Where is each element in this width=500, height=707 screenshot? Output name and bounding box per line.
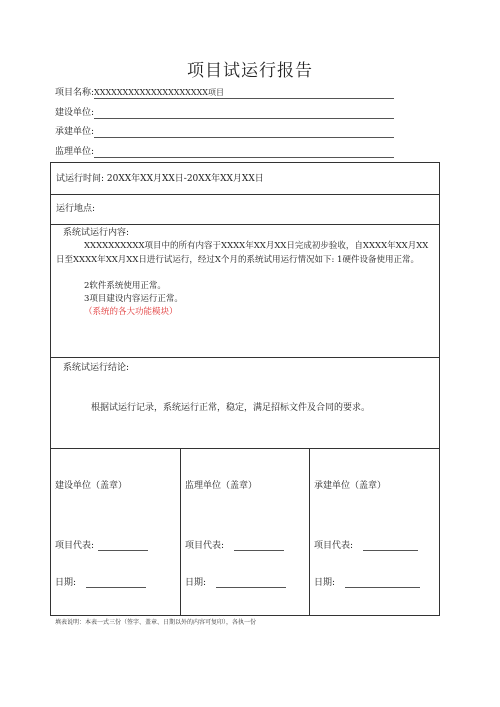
sig-unit-label: 建设单位（盖章）: [55, 481, 128, 491]
signature-col-construction: [51, 448, 181, 615]
sig-date-line[interactable]: [86, 578, 146, 588]
conclusion-text: 根据试运行记录，系统运行正常，稳定，满足招标文件及合同的要求。: [91, 403, 371, 413]
construction-unit-value[interactable]: [94, 108, 394, 119]
document-title: 项目试运行报告: [187, 61, 313, 81]
content-item-2: 2软件系统使用正常。: [84, 281, 166, 291]
sig-date-line[interactable]: [345, 578, 420, 588]
project-name-field: [55, 88, 394, 99]
conclusion-section: [50, 357, 440, 449]
field-label: 建设单位:: [55, 108, 95, 118]
supervisor-unit-field: [55, 147, 394, 158]
construction-unit-field: [55, 108, 394, 119]
sig-rep-label: 项目代表:: [185, 541, 225, 551]
sig-rep-line[interactable]: [363, 541, 418, 551]
sig-date-label: 日期:: [55, 578, 77, 588]
supervisor-unit-value[interactable]: [94, 147, 394, 158]
trial-time-text: 试运行时间: 20XX年XX月XX日-20XX年XX月XX日: [56, 174, 264, 184]
content-section: [50, 224, 440, 358]
sig-date-label: 日期:: [185, 578, 207, 588]
sig-date-line[interactable]: [216, 578, 286, 588]
content-item-3: 3项目建设内容运行正常。: [84, 294, 183, 304]
sig-rep-line[interactable]: [98, 541, 148, 551]
conclusion-heading: 系统试运行结论:: [63, 363, 130, 373]
field-label: 承建单位:: [55, 127, 95, 137]
sig-rep-line[interactable]: [234, 541, 284, 551]
signature-section: [50, 448, 440, 616]
content-heading: 系统试运行内容:: [63, 228, 130, 238]
footer-note: 填表说明：本表一式三份（签字、盖章、日期以外的内容可复印），各执一份: [55, 619, 257, 626]
sig-rep-label: 项目代表:: [314, 541, 354, 551]
content-note-red: （系统的各大功能模块）: [84, 307, 178, 317]
contractor-unit-value[interactable]: [94, 127, 394, 138]
content-paragraph: XXXXXXXXXX项目中的所有内容于XXXX年XX月XX日完成初步验收，自XXXX年XX月XX日至XXXX年XX月XX日进行试运行，经过X个月的系统试用运行情况如下: 1硬件设备使用正常。: [56, 241, 429, 265]
sig-rep-label: 项目代表:: [55, 541, 95, 551]
sig-date-label: 日期:: [314, 578, 336, 588]
trial-time-row: [50, 162, 440, 195]
location-row: [50, 194, 440, 225]
signature-col-contractor: [310, 448, 439, 615]
field-label: 监理单位:: [55, 147, 95, 157]
sig-unit-label: 监理单位（盖章）: [185, 481, 258, 491]
location-label: 运行地点:: [56, 204, 96, 214]
sig-unit-label: 承建单位（盖章）: [314, 481, 387, 491]
project-name-value[interactable]: XXXXXXXXXXXXXXXXXXXX项目: [94, 88, 394, 99]
field-label: 项目名称:: [55, 88, 95, 98]
signature-col-supervisor: [181, 448, 310, 615]
contractor-unit-field: [55, 127, 394, 138]
